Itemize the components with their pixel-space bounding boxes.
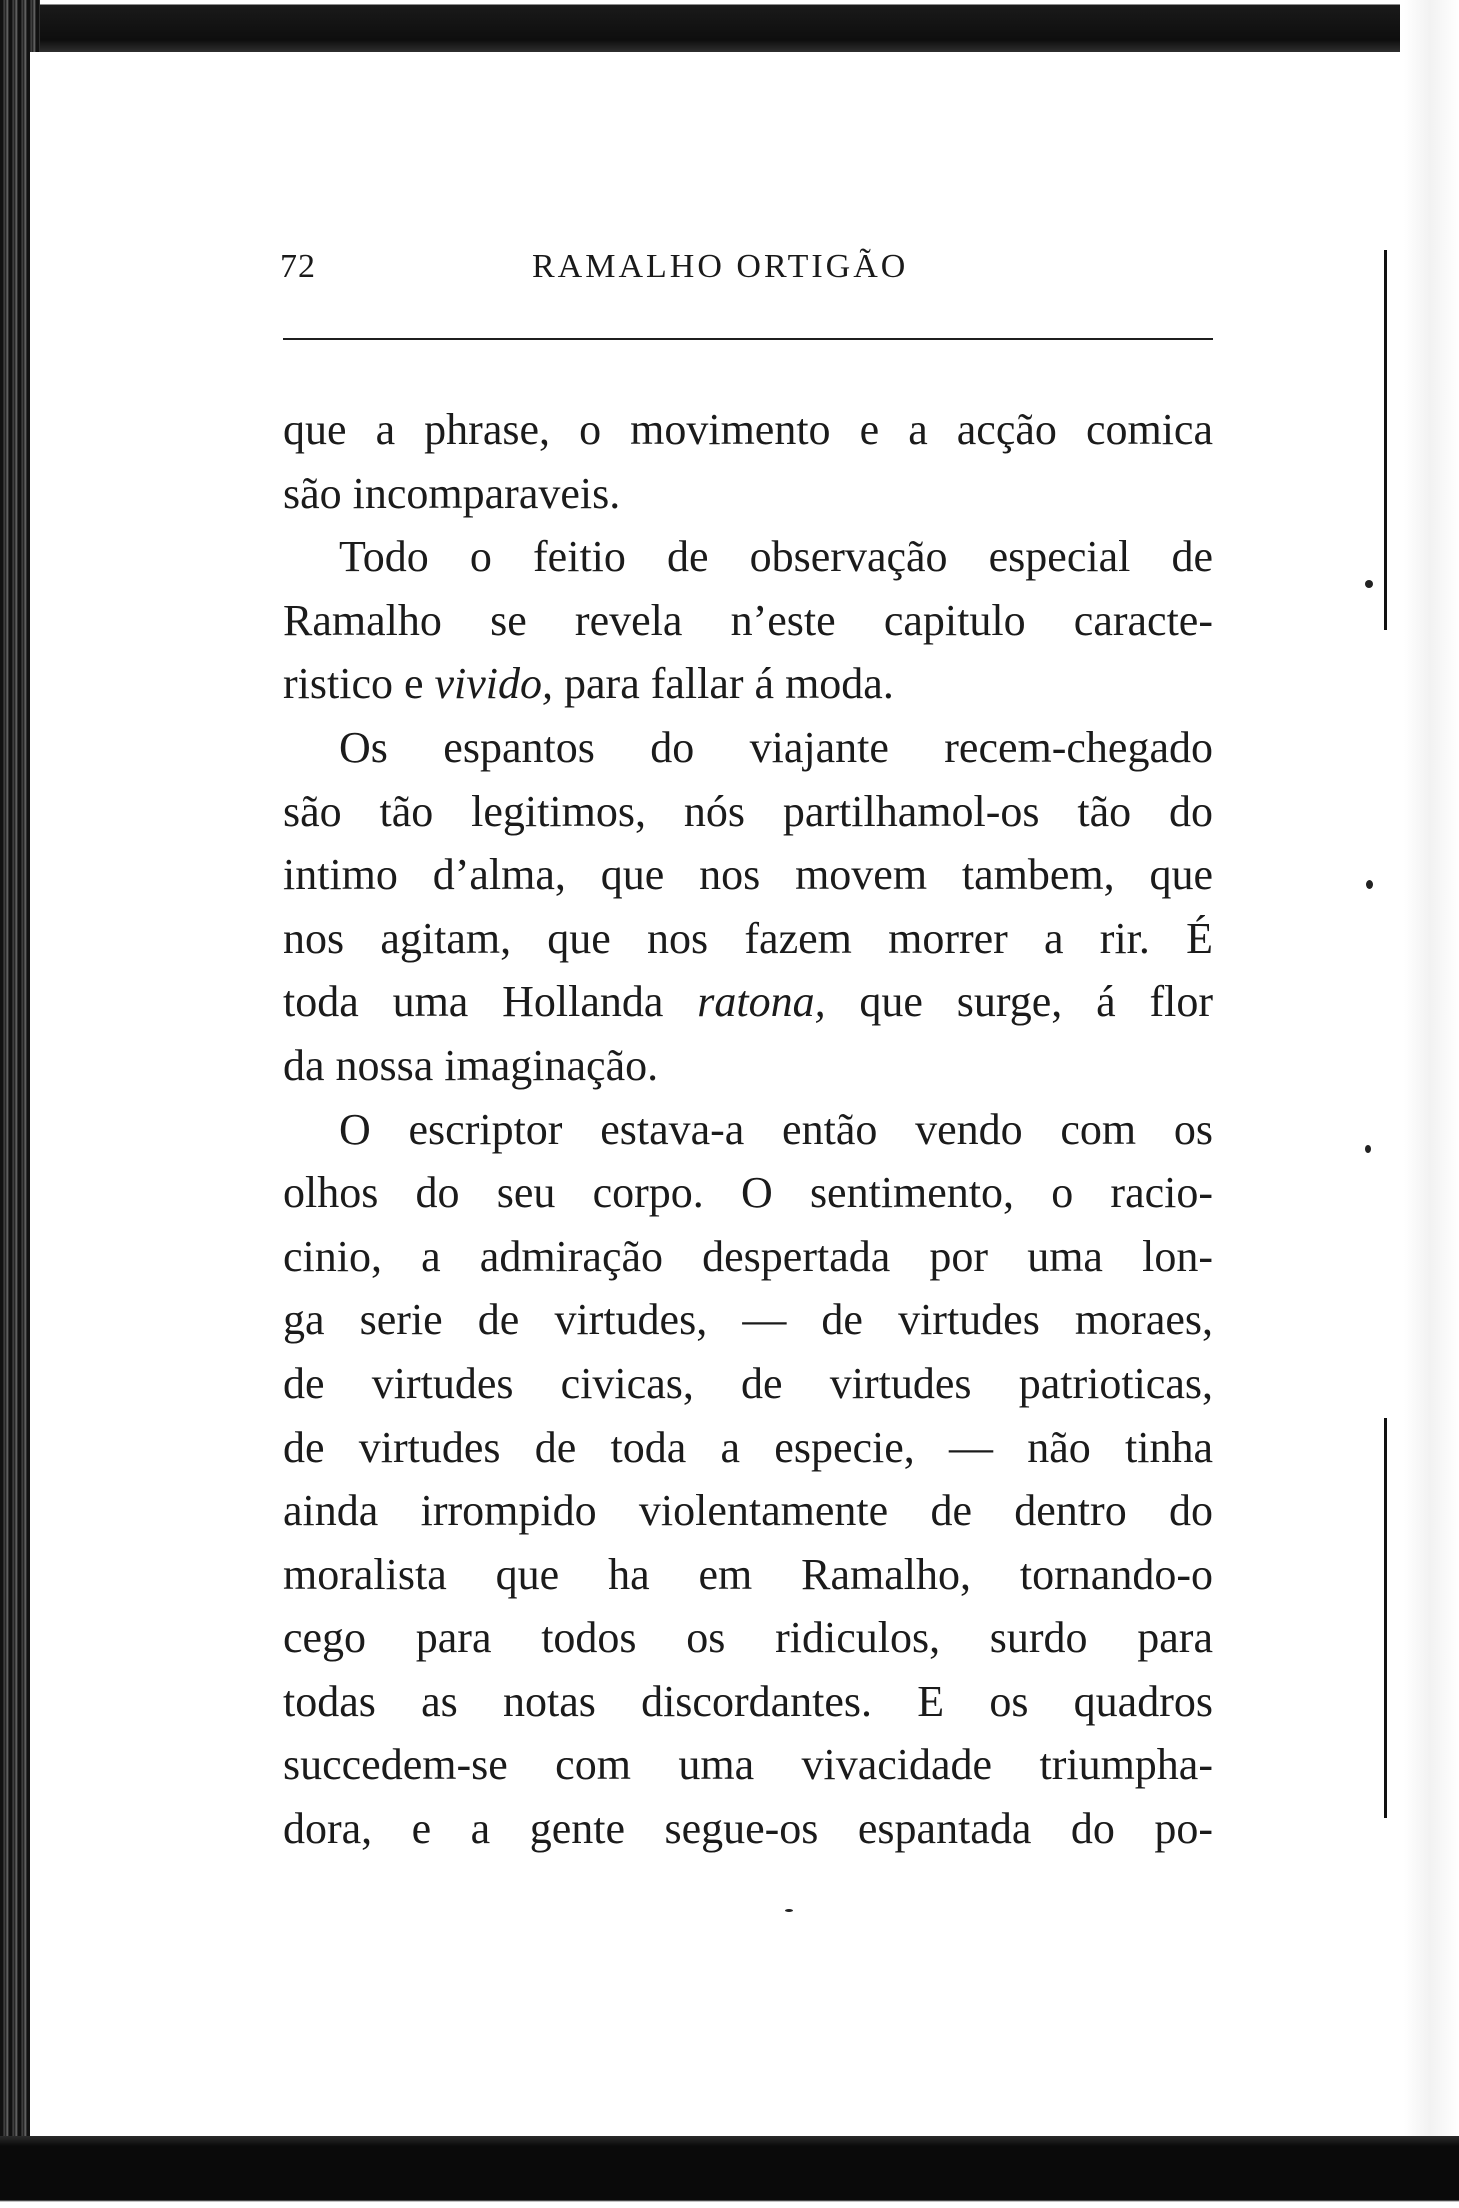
text-segment: dora, e a gente segue-os espantada do po- xyxy=(283,1804,1213,1854)
text-line xyxy=(283,1670,1213,1734)
italic-text: ratona, xyxy=(697,977,826,1027)
ink-speck xyxy=(1365,580,1373,588)
text-segment: são incomparaveis. xyxy=(283,468,621,518)
text-line xyxy=(283,843,1213,907)
edge-mark xyxy=(1384,250,1387,630)
text-line xyxy=(283,970,1213,1034)
ink-speck xyxy=(1366,880,1373,889)
ink-speck xyxy=(1365,1145,1371,1153)
text-line xyxy=(283,462,1213,526)
top-scan-edge xyxy=(0,0,1459,56)
text-line xyxy=(283,1034,1213,1098)
text-segment: da nossa imaginação. xyxy=(283,1040,659,1090)
text-segment: ainda irrompido violentamente de dentro do xyxy=(283,1486,1213,1536)
text-segment: cego para todos os ridiculos, surdo para xyxy=(283,1613,1213,1663)
text-line xyxy=(283,1161,1213,1225)
text-segment: de virtudes civicas, de virtudes patrioticas, xyxy=(283,1358,1213,1408)
text-line xyxy=(283,589,1213,653)
text-line xyxy=(283,1797,1213,1861)
italic-text: vivido, xyxy=(434,659,554,709)
text-line xyxy=(283,1543,1213,1607)
ink-speck xyxy=(785,1909,793,1912)
text-segment: nos agitam, que nos fazem morrer a rir. É xyxy=(283,913,1213,963)
right-edge-marks xyxy=(1384,250,1390,1870)
text-segment: toda uma Hollanda xyxy=(283,977,698,1027)
text-line xyxy=(283,1733,1213,1797)
text-segment: succedem-se com uma vivacidade triumpha- xyxy=(283,1740,1213,1790)
text-line xyxy=(283,1479,1213,1543)
edge-mark xyxy=(1384,1418,1387,1818)
right-scan-edge xyxy=(1400,0,1459,2208)
bottom-scan-edge xyxy=(0,2136,1459,2208)
text-segment: que a phrase, o movimento e a acção comica xyxy=(283,405,1213,454)
text-segment: ristico e xyxy=(283,659,435,709)
text-line xyxy=(283,1606,1213,1670)
text-line xyxy=(283,525,1213,589)
text-segment: olhos do seu corpo. O sentimento, o racio- xyxy=(283,1168,1213,1218)
text-line xyxy=(283,1352,1213,1416)
text-line xyxy=(283,780,1213,844)
text-segment: Ramalho se revela n’este capitulo caracte- xyxy=(283,595,1213,645)
text-segment: ga serie de virtudes, — de virtudes moraes, xyxy=(283,1295,1213,1345)
text-line xyxy=(283,1098,1213,1162)
text-segment: cinio, a admiração despertada por uma lon- xyxy=(283,1231,1213,1281)
text-segment: moralista que ha em Ramalho, tornando-o xyxy=(283,1549,1213,1599)
text-line xyxy=(283,652,1213,716)
text-line xyxy=(283,716,1213,780)
header-rule xyxy=(283,338,1213,340)
text-segment: Todo o feitio de observação especial de xyxy=(339,532,1213,582)
text-segment: todas as notas discordantes. E os quadros xyxy=(283,1676,1213,1726)
running-head xyxy=(280,248,1215,294)
text-segment: para fallar á moda. xyxy=(553,659,894,709)
text-segment: são tão legitimos, nós partilhamol-os tão do xyxy=(283,786,1213,836)
running-head-title: RAMALHO ORTIGÃO xyxy=(532,248,909,285)
page-number: 72 xyxy=(280,248,316,285)
text-segment: de virtudes de toda a especie, — não tinha xyxy=(283,1422,1213,1472)
text-segment: O escriptor estava-a então vendo com os xyxy=(339,1104,1213,1154)
text-line xyxy=(283,1416,1213,1480)
text-line xyxy=(283,1288,1213,1352)
text-segment: intimo d’alma, que nos movem tambem, que xyxy=(283,850,1213,900)
text-line xyxy=(283,398,1213,462)
text-segment: que surge, á flor xyxy=(825,977,1213,1027)
text-line xyxy=(283,907,1213,971)
text-segment: Os espantos do viajante recem-chegado xyxy=(339,722,1213,772)
text-line xyxy=(283,1225,1213,1289)
body-text xyxy=(283,398,1213,1861)
